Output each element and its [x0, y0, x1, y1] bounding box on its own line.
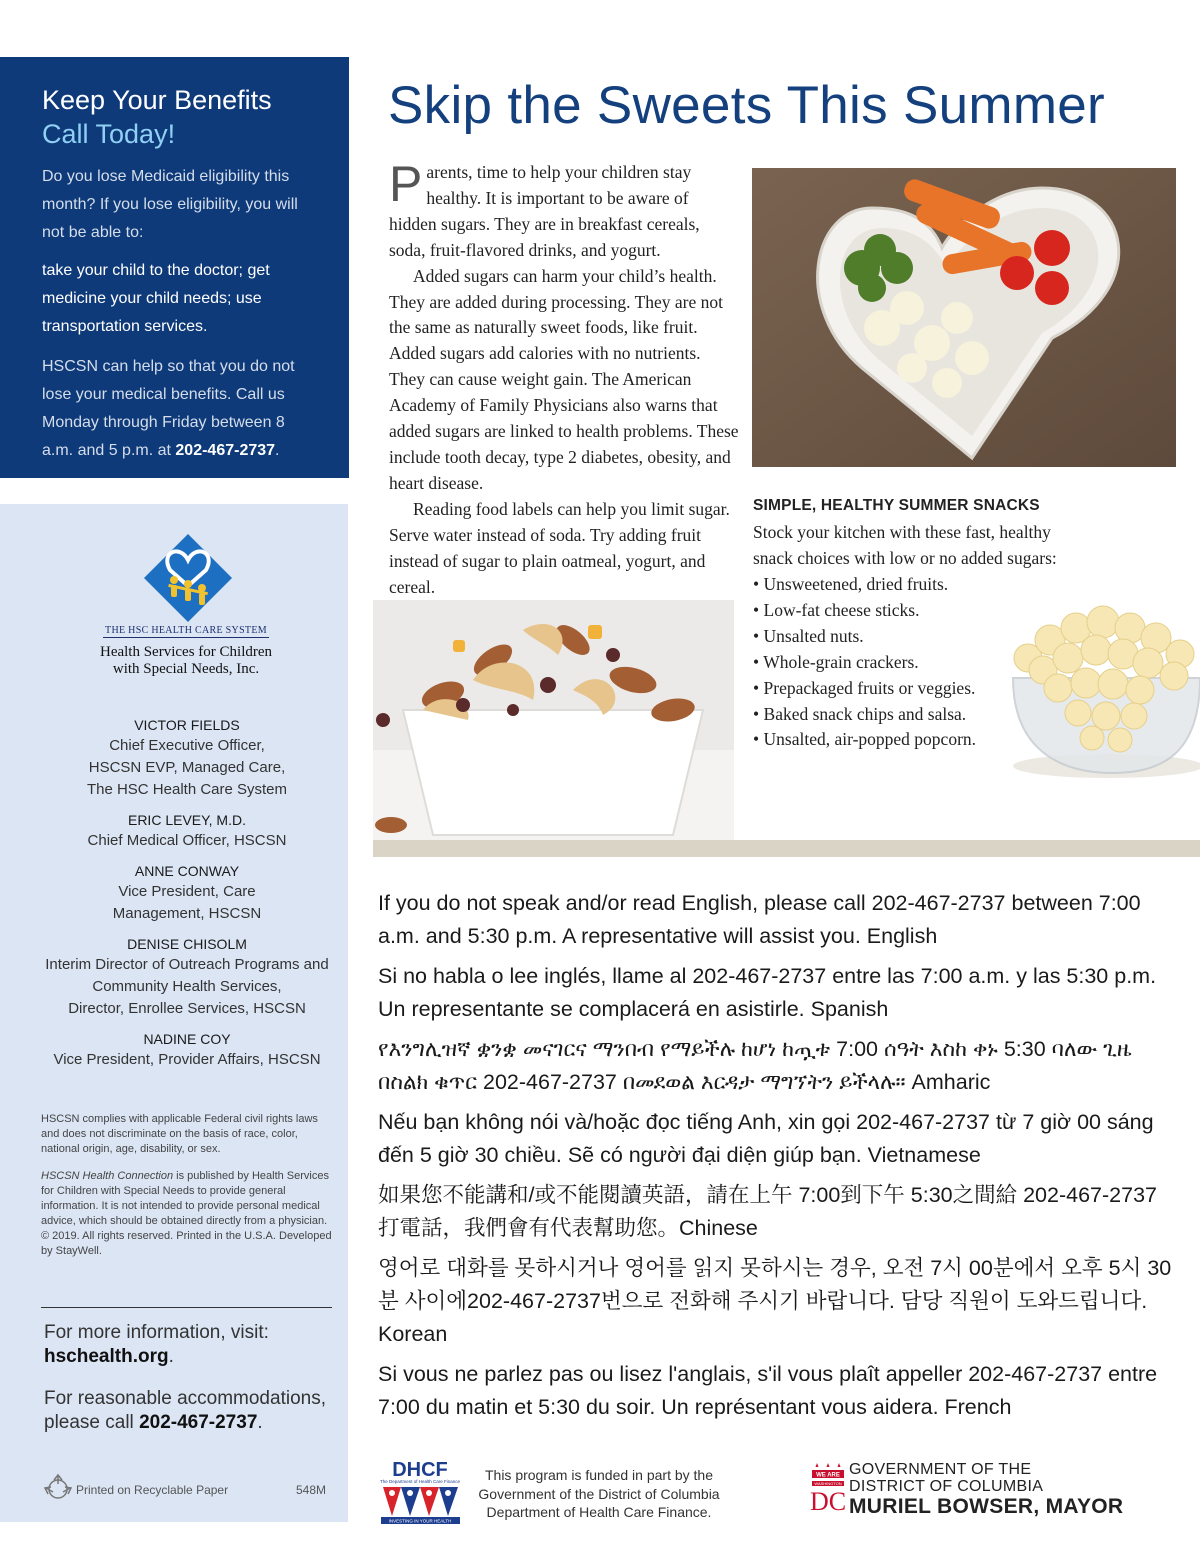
staff-title: Vice President, Care	[118, 883, 256, 900]
fine-print	[41, 1112, 333, 1259]
benefits-intro: Do you lose Medicaid eligibility this month? If you lose eligibility, you will not be able to:	[42, 168, 298, 241]
article-paragraph: Added sugars can harm your child’s health. They are added during processing. They are not the same as naturally sweet foods, like fruit. Added sugars add calories with no nutrients. They can cause weight gain. The American Academy of Family Physicians also warns that added sugars are linked to health problems. These include tooth decay, type 2 diabetes, obesity, and heart disease.	[389, 265, 739, 493]
gov-we-are: WE ARE	[816, 1472, 840, 1479]
list-item: • Unsweetened, dried fruits.	[753, 572, 1013, 598]
language-notice-chinese: 如果您不能講和/或不能閱讀英語，請在上午 7:00到下午 5:30之間給 202-467-2737 打電話，我們會有代表幫助您。Chinese	[378, 1183, 1157, 1240]
logo-system-name	[0, 625, 372, 636]
snacks-list	[753, 572, 1013, 753]
gov-line2: DISTRICT OF COLUMBIA	[849, 1477, 1044, 1495]
dhcf-bottom-text: INVESTING IN YOUR HEALTH	[388, 1518, 452, 1524]
dc-government-text	[849, 1462, 1123, 1519]
funding-notice: This program is funded in part by the Government of the District of Columbia Department of Health Care Finance.	[478, 1467, 720, 1520]
accommodations-label: For reasonable accommodations, please call	[44, 1388, 326, 1433]
gov-washington: WASHINGTON	[814, 1481, 842, 1486]
dc-government-logo	[809, 1462, 847, 1516]
gov-line1: GOVERNMENT OF THE	[849, 1461, 1032, 1478]
logo-org-line1: Health Services for Children	[99, 644, 273, 660]
article-paragraph: Reading food labels can help you limit sugar. Serve water instead of soda. Try adding fruit instead of sugar to plain oatmeal, yogurt, and cereal.	[389, 498, 730, 597]
staff-title: Vice President, Provider Affairs, HSCSN	[53, 1051, 321, 1068]
recycle-icon	[44, 1474, 72, 1502]
list-item: • Baked snack chips and salsa.	[753, 702, 1013, 728]
benefits-box	[0, 57, 349, 478]
language-notice-korean: 영어로 대화를 못하시거나 영어를 읽지 못하시는 경우, 오전 7시 00분에서 오후 5시 30분 사이에202-467-2737번으로 전화해 주시기 바랍니다. 담당 직원이 도와드립니다. Korean	[378, 1256, 1172, 1346]
staff-title: Community Health Services,	[92, 978, 282, 995]
divider-band	[373, 840, 1200, 857]
staff-title: The HSC Health Care System	[86, 781, 288, 798]
benefits-period: .	[275, 442, 280, 459]
logo-org-line2: with Special Needs, Inc.	[112, 661, 260, 677]
list-item: • Low-fat cheese sticks.	[753, 598, 1013, 624]
document-code: 548M	[295, 1483, 326, 1497]
hsc-logo-icon	[140, 530, 236, 626]
snacks-heading: SIMPLE, HEALTHY SUMMER SNACKS	[753, 497, 1040, 514]
publication-text: is published by Health Services for Children with Special Needs to provide general information. It is not intended to provide personal medical advice, which should be obtained directly from a physician. © 2019. All rights reserved. Printed in the U.S.A. Developed by StayWell.	[41, 1170, 332, 1257]
benefits-subtitle: Call Today!	[42, 119, 176, 149]
logo-org-name	[0, 644, 372, 678]
staff-title: Management, HSCSN	[112, 905, 262, 922]
language-notice-spanish: Si no habla o lee inglés, llame al 202-467-2737 entre las 7:00 a.m. y las 5:30 p.m. Un representante se complacerá en asistirle. Spanish	[378, 964, 1157, 1021]
more-info-accommodations: For reasonable accommodations, please call 202-467-2737.	[44, 1388, 326, 1433]
page-title: Skip the Sweets This Summer	[388, 76, 1106, 135]
snacks-intro: Stock your kitchen with these fast, healthy snack choices with low or no added sugars:	[753, 522, 1057, 568]
dhcf-tagline: The Department of Health Care Finance	[379, 1479, 461, 1484]
dhcf-logo	[379, 1458, 462, 1524]
staff-member	[0, 934, 374, 1020]
staff-title: HSCSN EVP, Managed Care,	[88, 759, 286, 776]
dhcf-logo-text: DHCF	[392, 1459, 448, 1481]
staff-member	[0, 861, 374, 925]
list-item: • Unsalted, air-popped popcorn.	[753, 727, 1013, 753]
compliance-notice: HSCSN complies with applicable Federal civil rights laws and does not discriminate on the basis of race, color, national origin, age, disability, or sex.	[41, 1113, 318, 1155]
language-assistance	[378, 887, 1178, 1431]
article-paragraph-text: arents, time to help your children stay healthy. It is important to be aware of hidden sugars. They are in breakfast cereals, soda, fruit-flavored drinks, and yogurt.	[389, 162, 700, 260]
visit-label: For more information, visit:	[44, 1322, 269, 1343]
language-notice-french: Si vous ne parlez pas ou lisez l'anglais, s'il vous plaît appeller 202-467-2737 entre 7:00 du matin et 5:30 du soir. Un représentant vous aidera. French	[378, 1362, 1158, 1419]
benefits-title: Keep Your Benefits	[42, 85, 272, 115]
staff-title: Chief Executive Officer,	[109, 737, 265, 754]
recycle-text: Printed on Recyclable Paper	[76, 1483, 229, 1497]
benefits-consequences: take your child to the doctor; get medicine your child needs; use transportation services.	[42, 262, 270, 335]
language-notice-english: If you do not speak and/or read English, please call 202-467-2737 between 7:00 a.m. and 5:30 p.m. A representative will assist you. English	[378, 891, 1141, 948]
publication-name: HSCSN Health Connection	[41, 1170, 174, 1182]
gov-dc: DC	[809, 1487, 847, 1516]
more-info-visit: For more information, visit: hschealth.org.	[44, 1322, 269, 1367]
staff-name: ANNE CONWAY	[134, 863, 240, 879]
popcorn-bowl-photo	[988, 588, 1200, 784]
vegetable-bowl-photo	[752, 168, 1176, 467]
publication-notice	[41, 1169, 333, 1259]
more-info	[44, 1321, 344, 1435]
benefits-help	[42, 353, 319, 465]
divider	[41, 1307, 332, 1308]
mixed-nuts-photo	[373, 600, 734, 840]
staff-list	[0, 715, 374, 1080]
staff-name: VICTOR FIELDS	[134, 717, 240, 733]
article-body	[389, 156, 739, 600]
recycle-note	[44, 1474, 334, 1504]
logo-system-text: THE HSC HEALTH CARE SYSTEM	[105, 625, 267, 636]
staff-title: Chief Medical Officer, HSCSN	[87, 832, 287, 849]
list-item: • Prepackaged fruits or veggies.	[753, 676, 1013, 702]
staff-name: DENISE CHISOLM	[127, 936, 247, 952]
benefits-help-text: HSCSN can help so that you do not lose your medical benefits. Call us Monday through Friday between 8 a.m. and 5 p.m. at	[42, 358, 295, 459]
accommodations-phone[interactable]: 202-467-2737	[139, 1412, 258, 1433]
gov-mayor: MURIEL BOWSER, MAYOR	[849, 1495, 1124, 1518]
staff-name: ERIC LEVEY, M.D.	[127, 812, 246, 828]
staff-title: Interim Director of Outreach Programs and	[45, 956, 329, 973]
language-notice-amharic: የእንግሊዝኛ ቋንቋ መናገርና ማንበብ የማይችሉ ከሆነ ከጧቱ 7:00 ሰዓት እስከ ቀኑ 5:30 ባለው ጊዜ በስልክ ቁጥር 202-467-2737 በመደወል እርዳታ ማግኘትን ይችላሉ። Amharic	[378, 1037, 1132, 1094]
list-item: • Whole-grain crackers.	[753, 650, 1013, 676]
language-notice-vietnamese: Nếu bạn không nói và/hoặc đọc tiếng Anh, xin gọi 202-467-2737 từ 7 giờ 00 sáng đến 5 giờ 30 chiều. Sẽ có người đại diện giúp bạn. Vietnamese	[378, 1110, 1154, 1167]
staff-name: NADINE COY	[143, 1031, 231, 1047]
article-paragraph	[389, 156, 739, 264]
website-link[interactable]: hschealth.org	[44, 1346, 169, 1367]
staff-member	[0, 810, 374, 852]
staff-member	[0, 1029, 374, 1071]
staff-title: Director, Enrollee Services, HSCSN	[68, 1000, 306, 1017]
drop-cap: P	[389, 156, 423, 212]
list-item: • Unsalted nuts.	[753, 624, 1013, 650]
benefits-phone[interactable]: 202-467-2737	[175, 442, 276, 459]
staff-member	[0, 715, 374, 801]
